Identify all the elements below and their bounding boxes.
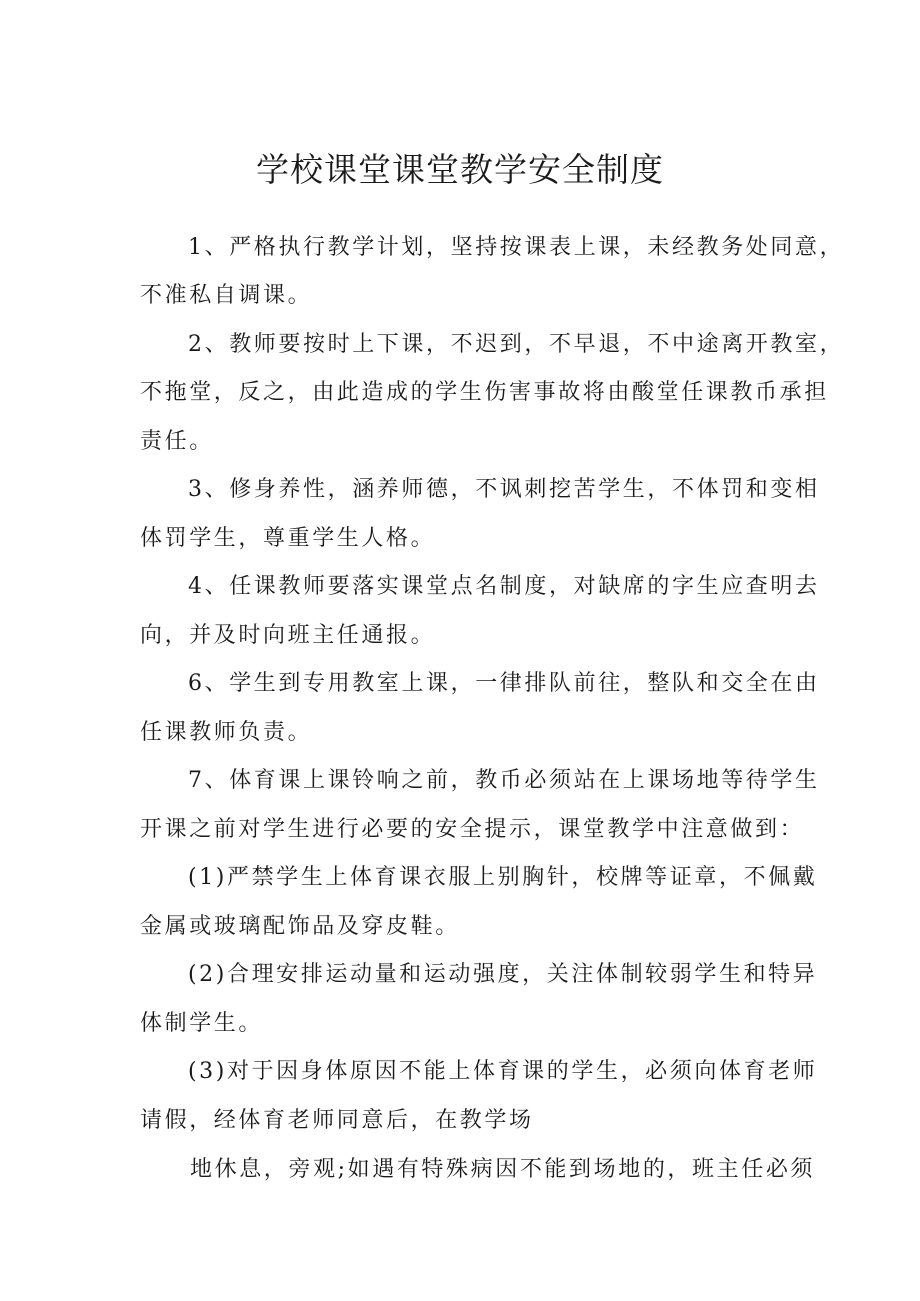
paragraph-6-line-1: 7、体育课上课铃响之前，教币必须站在上课场地等待学生 bbox=[188, 768, 820, 793]
page-title: 学校课堂课堂教学安全制度 bbox=[256, 150, 664, 189]
paragraph-1-line-1: 1、严格执行教学计划，坚持按课表上课，未经教务处同意， bbox=[188, 235, 845, 260]
paragraph-4-line-2: 向，并及时向班主任通报。 bbox=[140, 623, 436, 648]
paragraph-5-line-1: 6、学生到专用教室上课，一律排队前往，整队和交全在由 bbox=[188, 671, 820, 696]
paragraph-2-line-1: 2、教师要按时上下课，不迟到，不早退，不中途离开教室， bbox=[188, 332, 845, 357]
paragraph-3-line-1: 3、修身养性，涵养师德，不讽刺挖苦学生，不体罚和变相 bbox=[188, 477, 820, 502]
paragraph-9-line-2: 请假，经体育老师同意后，在教学场 bbox=[140, 1108, 534, 1133]
paragraph-6-line-2: 开课之前对学生进行必要的安全提示，课堂教学中注意做到： bbox=[140, 817, 805, 842]
paragraph-5-line-2: 任课教师负责。 bbox=[140, 720, 313, 745]
paragraph-7-line-1: (1)严禁学生上体育课衣服上别胸针，校牌等证章，不佩戴 bbox=[188, 865, 818, 890]
paragraph-8-line-1: (2)合理安排运动量和运动强度，关注体制较弱学生和特异 bbox=[188, 962, 818, 987]
paragraph-1-line-2: 不准私自调课。 bbox=[140, 283, 313, 308]
paragraph-10-line-1: 地休息，旁观;如遇有特殊病因不能到场地的，班主任必须 bbox=[190, 1157, 816, 1182]
paragraph-2-line-2: 不拖堂，反之，由此造成的学生伤害事故将由酸堂任课教币承担 bbox=[140, 380, 829, 405]
paragraph-8-line-2: 体制学生。 bbox=[140, 1011, 264, 1036]
paragraph-4-line-1: 4、任课教师要落实课堂点名制度，对缺席的字生应查明去 bbox=[188, 574, 820, 599]
paragraph-9-line-1: (3)对于因身体原因不能上体育课的学生，必须向体育老师 bbox=[188, 1059, 818, 1084]
paragraph-7-line-2: 金属或玻璃配饰品及穿皮鞋。 bbox=[140, 914, 460, 939]
paragraph-2-line-3: 责任。 bbox=[140, 429, 214, 454]
paragraph-3-line-2: 体罚学生，尊重学生人格。 bbox=[140, 526, 436, 551]
